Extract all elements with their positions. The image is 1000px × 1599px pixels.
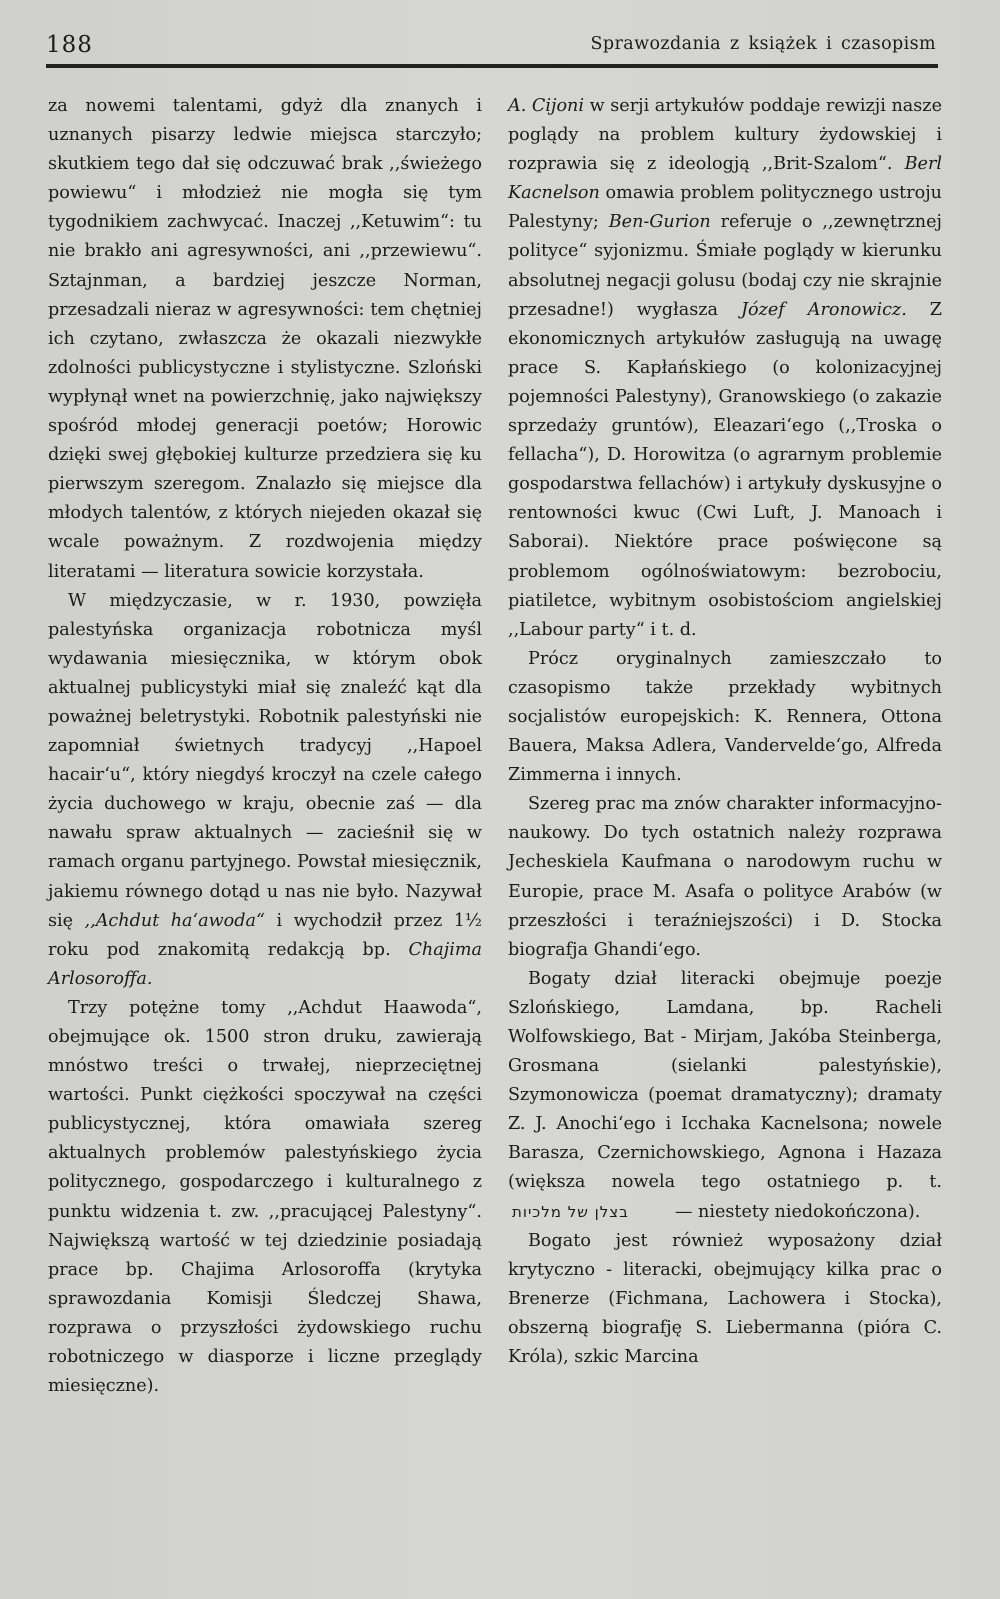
paragraph: za nowemi talentami, gdyż dla znanych i uznanych pisarzy ledwie miejsca starczyło; skutkiem tego dał się odczuwać brak ,,świeżego powiewu“ i młodzież nie mogła się tym tygodnikiem zachwycać. Inaczej ,,Ketuwim“: tu nie brakło ani agresywności, ani ,,przewiewu“. Sztajnman, a bardziej jeszcze Norman, przesadzali nieraz w agresywności: tem chętniej ich czytano, zwłaszcza że okazali niezwykłe zdolności publicystyczne i stylistyczne. Szloński wypłynął wnet na powierzchnię, jako największy spośród młodej generacji poetów; Horowic dzięki swej głębokiej kulturze przedziera się ku pierwszym szeregom. Znalazło się miejsce dla młodych talentów, z których niejeden okazał się wcale poważnym. Z rozdwojenia między literatami — literatura sowicie korzystała.: [48, 96, 482, 582]
left-column: [48, 92, 482, 1401]
journal-title: ,,Achdut ha‘awoda“: [84, 910, 266, 931]
paragraph: Bogato jest również wyposażony dział krytyczno - literacki, obejmujący kilka prac o Brenerze (Fichmana, Lachowera i Stocka), obszerną biografję S. Liebermanna (pióra C. Króla), szkic Marcina: [508, 1230, 942, 1368]
running-head: Sprawozdania z książek i czasopism: [590, 34, 936, 54]
right-column: [508, 92, 942, 1372]
paragraph: Trzy potężne tomy ,,Achdut Haawoda“, obejmujące ok. 1500 stron druku, zawierają mnóstwo treści o trwałej, nieprzeciętnej wartości. Punkt ciężkości spoczywał na części publicystycznej, która omawiała szereg aktualnych problemów palestyńskiego życia politycznego, gospodarczego i kulturalnego z punktu widzenia t. zw. ,,pracującej Palestyny“. Największą wartość w tej dziedzinie posiadają prace bp. Chajima Arlosoroffa (krytyka sprawozdania Komisji Śledczej Shawa, rozprawa o przyszłości żydowskiego ruchu robotniczego w diasporze i liczne przeglądy miesięczne).: [48, 997, 482, 1397]
author-name: Józef Aronowicz.: [740, 299, 907, 320]
author-name: Ben-Gurion: [608, 212, 711, 233]
page-number: 188: [46, 32, 93, 58]
paragraph: Bogaty dział literacki obejmuje poezje Szlońskiego, Lamdana, bp. Racheli Wolfowskiego, Bat - Mirjam, Jakóba Steinberga, Grosmana (sielanki palestyńskie), Szymonowicza (poemat dramatyczny); dramaty Z. J. Anochi‘ego i Icchaka Kacnelsona; nowele Barasza, Czernichowskiego, Agnona i Hazaza (większa nowela tego ostatniego p. t. בצלן של מלכיות — niestety niedokończona).: [508, 965, 942, 1227]
paragraph: W międzyczasie, w r. 1930, powzięła palestyńska organizacja robotnicza myśl wydawania miesięcznika, w którym obok aktualnej publicystyki miał się znaleźć kąt dla poważnej beletrystyki. Robotnik palestyński nie zapomniał świetnych tradycyj ,,Hapoel hacair‘u“, który niegdyś kroczył na czele całego życia duchowego w kraju, obecnie zaś — dla nawału spraw aktualnych — zacieśnił się w ramach organu partyjnego. Powstał miesięcznik, jakiemu równego dotąd u nas nie było. Nazywał się ,,Achdut ha‘awoda“ i wychodził przez 1½ roku pod znakomitą redakcją bp. Chajima Arlosoroffa.: [48, 590, 482, 989]
paragraph: Szereg prac ma znów charakter informacyjno-naukowy. Do tych ostatnich należy rozprawa Jecheskiela Kaufmana o narodowym ruchu w Europie, prace M. Asafa o polityce Arabów (w przeszłości i teraźniejszości) i D. Stocka biografja Ghandi‘ego.: [508, 794, 942, 960]
editor-name: Chajima Arlosoroffa.: [48, 939, 482, 989]
page-header: [46, 28, 936, 60]
author-name: A. Cijoni: [508, 96, 584, 116]
paragraph: A. Cijoni w serji artykułów poddaje rewizji nasze poglądy na problem kultury żydowskiej i rozprawia się z ideologją ,,Brit-Szalom“. Berl Kacnelson omawia problem politycznego ustroju Palestyny; Ben-Gurion referuje o ,,zewnętrznej polityce“ syjonizmu. Śmiałe poglądy w kierunku absolutnej negacji golusu (bodaj czy nie skrajnie przesadne!) wygłasza Józef Aronowicz. Z ekonomicznych artykułów zasługują na uwagę prace S. Kapłańskiego (o kolonizacyjnej pojemności Palestyny), Granowskiego (o zakazie sprzedaży gruntów), Eleazari‘ego (,,Troska o fellacha“), D. Horowitza (o agrarnym problemie gospodarstwa fellachów) i artykuły dyskusyjne o rentowności kwuc (Cwi Luft, J. Manoach i Saborai). Niektóre prace poświęcone są problemom ogólnoświatowym: bezrobociu, piatiletce, wybitnym osobistościom angielskiej ,,Labour party“ i t. d.: [508, 96, 943, 640]
paragraph: Prócz oryginalnych zamieszczało to czasopismo także przekłady wybitnych socjalistów europejskich: K. Rennera, Ottona Bauera, Maksa Adlera, Vandervelde‘go, Alfreda Zimmerna i innych.: [508, 648, 942, 786]
header-rule: [46, 64, 938, 68]
author-name: Berl Kacnelson: [508, 154, 942, 204]
hebrew-title: בצלן של מלכיות: [512, 1202, 629, 1221]
